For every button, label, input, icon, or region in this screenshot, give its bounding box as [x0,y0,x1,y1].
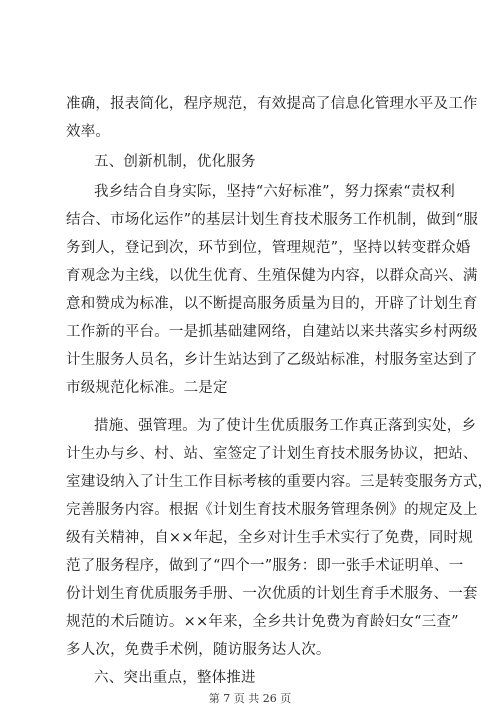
text-line-10: 计生服务人员名，乡计生站达到了乙级站标准，村服务室达到了 [66,352,478,368]
text-line-17: 范了服务程序，做到了“四个一”服务：即一张手术证明单、一 [66,558,464,574]
text-line-13: 计生办与乡、村、站、室签定了计划生育技术服务协议，把站、 [66,446,478,462]
text-line-11: 市级规范化标准。二是定 [66,380,228,396]
text-line-2: 效率。 [66,124,111,140]
text-line-12: 措施、强管理。为了使计生优质服务工作真正落到实处，乡 [94,418,477,434]
text-line-4: 我乡结合自身实际，坚持“六好标准”，努力探索“责权利 [94,184,455,200]
section-heading-6: 六、突出重点，整体推进 [94,670,256,686]
text-line-6: 务到人，登记到次，环节到位，管理规范”，坚持以转变群众婚 [66,240,471,256]
text-line-15: 完善服务内容。根据《计划生育技术服务管理条例》的规定及上 [66,502,478,518]
text-line-18: 份计划生育优质服务手册、一次优质的计划生育手术服务、一套 [66,586,478,602]
text-line-7: 育观念为主线，以优生优育、生殖保健为内容，以群众高兴、满 [66,268,478,284]
text-line-9: 工作新的平台。一是抓基础建网络，自建站以来共落实乡村两级 [66,324,478,340]
text-line-20: 多人次，免费手术例，随访服务达人次。 [66,642,331,658]
text-line-5: 结合、市场化运作”的基层计划生育技术服务工作机制，做到“服 [66,212,479,228]
text-line-1: 准确，报表简化，程序规范，有效提高了信息化管理水平及工作 [66,96,478,112]
section-heading-5: 五、创新机制，优化服务 [94,154,256,170]
text-line-8: 意和赞成为标准，以不断提高服务质量为目的，开辟了计划生育 [66,296,478,312]
page-number-footer: 第 7 页 共 26 页 [208,692,292,705]
text-line-14: 室建设纳入了计生工作目标考核的重要内容。三是转变服务方式， [66,474,493,490]
text-line-16: 级有关精神，自××年起，全乡对计生手术实行了免费，同时规 [66,530,473,546]
text-line-19: 规范的术后随访。××年来，全乡共计免费为育龄妇女“三查” [66,614,459,630]
